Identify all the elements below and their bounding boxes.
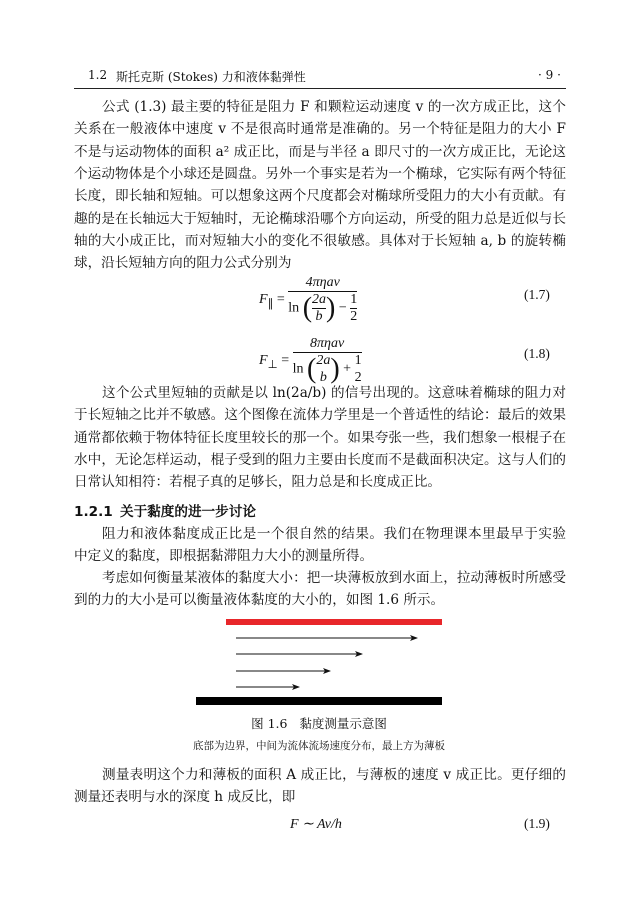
text-line: 于长短轴之比并不敏感。这个图像在流体力学里是一个普适性的结论：最后的效果 xyxy=(74,407,566,424)
text-line: 球，沿长短轴方向的阻力公式分别为 xyxy=(74,255,292,272)
text-line: 关系在一般液体中速度 v 不是很高时通常是准确的。另一个特征是阻力的大小 F xyxy=(74,121,566,138)
text-line: 个运动物体是个小球还是圆盘。另外一个事实是若为一个椭球，它实际有两个特征 xyxy=(74,165,566,182)
header-section-number: 1.2 xyxy=(88,68,108,82)
section-number: 1.2.1 xyxy=(74,504,113,520)
eq-denominator: ln ( 2a b ) + 1 2 xyxy=(292,353,362,385)
viscosity-figure xyxy=(0,610,638,710)
text-line: 测量还表明与水的深度 h 成反比，即 xyxy=(74,789,296,806)
text-line: 考虑如何衡量某液体的黏度大小：把一块薄板放到水面上，拉动薄板时所感受 xyxy=(102,570,566,586)
text-line: 这个公式里短轴的贡献是以 ln(2a/b) 的信号出现的。这意味着椭球的阻力对 xyxy=(102,385,566,401)
text-line: 趣的是在长轴远大于短轴时，无论椭球沿哪个方向运动，所受的阻力总是近似与长 xyxy=(74,210,566,227)
text-line: 测量表明这个力和薄板的面积 A 成正比，与薄板的速度 v 成正比。更仔细的 xyxy=(102,767,566,783)
eq-denominator: ln ( $\frac{2a}{b}$ ) − $\frac{1}{2}$ xyxy=(288,292,358,324)
boundary-bar xyxy=(196,697,442,705)
equation-label-1-9: (1.9) xyxy=(524,816,550,831)
eq-lhs: F xyxy=(259,353,268,369)
eq-fraction xyxy=(288,275,357,325)
text-line: 公式 (1.3) 最主要的特征是阻力 F 和颗粒运动速度 v 的一次方成正比，这个 xyxy=(102,99,566,115)
eq-equals: = xyxy=(276,292,285,308)
eq-sub: ⊥ xyxy=(267,358,278,372)
caption-text: 黏度测量示意图 xyxy=(299,716,387,731)
text-line: 中定义的黏度，即根据黏滞阻力大小的测量所得。 xyxy=(74,548,374,565)
eq-numerator: 4πηav xyxy=(305,275,340,290)
equation-label-1-8: (1.8) xyxy=(524,346,550,361)
text-line: 日常认知相符：若棍子真的足够长，阻力总是和长度成正比。 xyxy=(74,474,442,491)
text-line: 阻力和液体黏度成正比是一个很自然的结果。我们在物理课本里最早于实验 xyxy=(102,526,566,542)
section-heading xyxy=(74,500,256,520)
text-line: 到的力的大小是可以衡量液体黏度的大小的，如图 1.6 所示。 xyxy=(74,592,445,609)
equation-1-8 xyxy=(259,336,362,386)
plate-bar xyxy=(226,619,442,625)
text-line: 轴的大小成正比，而对短轴大小的变化不很敏感。具体对于长短轴 a, b 的旋转椭 xyxy=(74,232,566,249)
eq-numerator: 8πηav xyxy=(310,336,345,351)
header-page-number: · 9 · xyxy=(538,68,561,82)
text-line: 通常都依赖于物体特征长度里较长的那一个。如果夸张一些，我们想象一根棍子在 xyxy=(74,429,566,446)
equation-1-9: F ∼ Av/h xyxy=(290,817,342,832)
eq-sub: ∥ xyxy=(267,297,274,311)
caption-number: 图 1.6 xyxy=(251,716,288,731)
text-line: 不是与运动物体的面积 a² 成正比，而是与半径 a 即尺寸的一次方成正比，无论这 xyxy=(74,143,566,160)
equation-label-1-7: (1.7) xyxy=(524,287,550,302)
figure-subcaption: 底部为边界，中间为流体流场速度分布，最上方为薄板 xyxy=(193,740,445,752)
header-title: 斯托克斯 (Stokes) 力和液体黏弹性 xyxy=(116,70,306,84)
eq-equals: = xyxy=(281,353,290,369)
eq-lhs: F xyxy=(259,292,268,308)
header-rule xyxy=(74,88,566,89)
text-line: 水中，无论怎样运动，棍子受到的阻力主要由长度而不是截面积决定。这与人们的 xyxy=(74,451,566,468)
section-title: 关于黏度的进一步讨论 xyxy=(120,504,256,520)
text-line: 长度，即长轴和短轴。可以想象这两个尺度都会对椭球所受阻力的大小有贡献。有 xyxy=(74,188,566,205)
eq-fraction xyxy=(293,336,362,386)
equation-1-7 xyxy=(259,275,357,325)
figure-caption xyxy=(0,714,638,732)
